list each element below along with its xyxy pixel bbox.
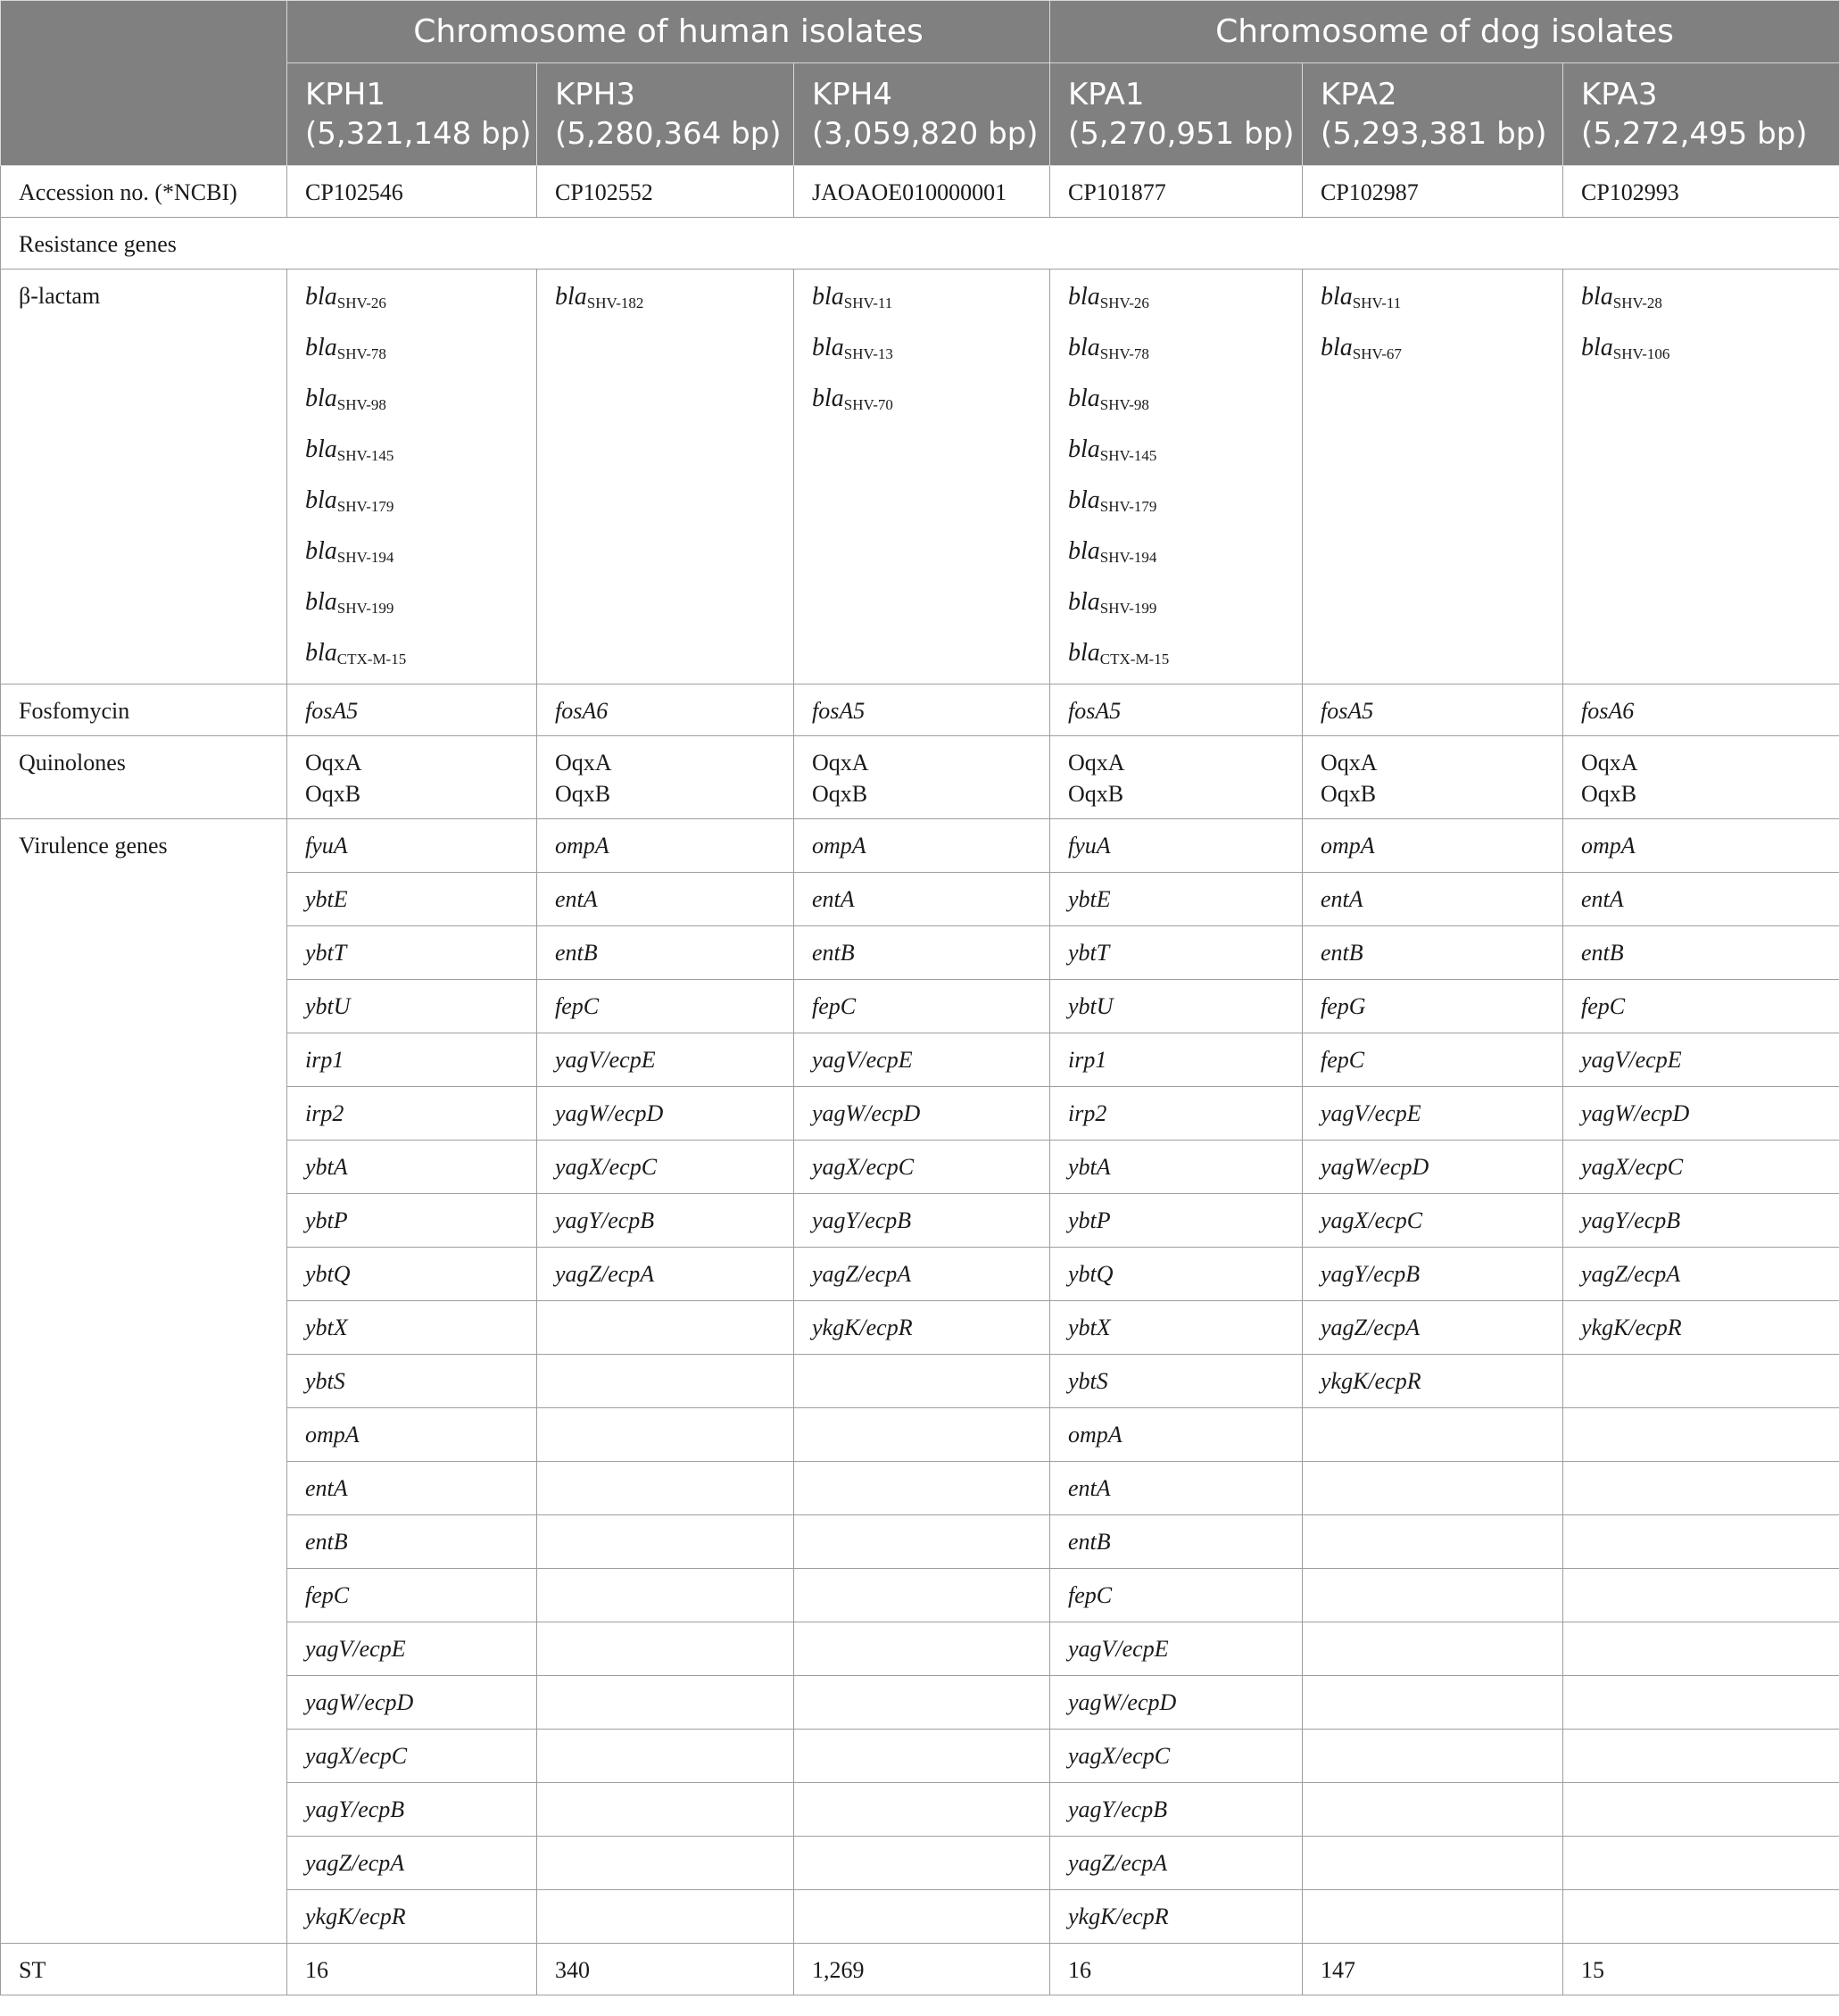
virulence-gene-cell: yagY/ecpB	[1303, 1248, 1563, 1301]
beta-lactam-cell	[794, 270, 1050, 684]
virulence-gene-cell: fyuA	[287, 819, 537, 873]
virulence-gene-cell: entA	[287, 1462, 537, 1515]
st-cell: 16	[287, 1944, 537, 1995]
virulence-gene-cell: yagV/ecpE	[1563, 1033, 1839, 1087]
bla-prefix: bla	[1068, 537, 1100, 565]
virulence-gene-cell: fepC	[1050, 1569, 1303, 1622]
virulence-gene-cell: fepC	[287, 1569, 537, 1622]
virulence-gene-cell: entB	[1563, 926, 1839, 980]
bla-variant: SHV-11	[1352, 295, 1402, 311]
virulence-gene-cell	[537, 1783, 794, 1837]
bla-variant: CTX-M-15	[336, 651, 407, 668]
virulence-gene-cell: entB	[287, 1515, 537, 1569]
virulence-gene-cell: fepC	[1563, 980, 1839, 1033]
virulence-gene-cell: ybtA	[1050, 1141, 1303, 1194]
virulence-gene-cell: entA	[794, 873, 1050, 926]
bla-prefix: bla	[812, 283, 844, 311]
virulence-gene-cell	[537, 1515, 794, 1569]
virulence-gene-cell: yagZ/ecpA	[1050, 1837, 1303, 1890]
beta-lactam-cell	[537, 270, 794, 684]
virulence-gene-cell: ompA	[1563, 819, 1839, 873]
virulence-gene-cell: fepC	[537, 980, 794, 1033]
virulence-gene-cell: ybtP	[1050, 1194, 1303, 1248]
bla-gene	[305, 631, 518, 682]
row-label: Quinolones	[1, 736, 287, 819]
virulence-gene-cell: irp1	[1050, 1033, 1303, 1087]
bla-gene	[1068, 275, 1284, 326]
gene-name: OqxA	[1068, 750, 1125, 776]
bla-prefix: bla	[305, 283, 337, 311]
st-cell: 16	[1050, 1944, 1303, 1995]
virulence-gene-cell: ybtE	[287, 873, 537, 926]
st-cell: 340	[537, 1944, 794, 1995]
beta-lactam-cell	[1303, 270, 1563, 684]
virulence-gene-cell	[794, 1676, 1050, 1730]
virulence-gene-cell: irp2	[287, 1087, 537, 1141]
isolate-name: KPA1	[1068, 77, 1145, 112]
virulence-gene-cell: ybtT	[287, 926, 537, 980]
virulence-gene-cell: yagZ/ecpA	[794, 1248, 1050, 1301]
group-header-dog: Chromosome of dog isolates	[1050, 1, 1839, 63]
bla-prefix: bla	[305, 334, 337, 361]
virulence-gene-cell	[1303, 1622, 1563, 1676]
virulence-gene-cell: yagX/ecpC	[1050, 1730, 1303, 1783]
bla-variant: SHV-182	[586, 295, 644, 311]
virulence-gene-cell: ykgK/ecpR	[1303, 1355, 1563, 1408]
bla-gene	[1068, 631, 1284, 682]
fosfomycin-cell: fosA6	[1563, 684, 1839, 736]
bla-gene	[305, 275, 518, 326]
virulence-gene-cell: yagZ/ecpA	[1563, 1248, 1839, 1301]
beta-lactam-cell	[1563, 270, 1839, 684]
virulence-gene-cell: ybtX	[287, 1301, 537, 1355]
virulence-gene-cell: yagY/ecpB	[1050, 1783, 1303, 1837]
fosfomycin-cell: fosA6	[537, 684, 794, 736]
accession-cell: CP102552	[537, 166, 794, 218]
bla-gene	[1068, 529, 1284, 580]
isolate-size: (5,293,381 bp)	[1321, 116, 1547, 152]
virulence-gene-cell: yagW/ecpD	[1050, 1676, 1303, 1730]
bla-gene	[305, 377, 518, 427]
quinolones-cell	[794, 736, 1050, 819]
virulence-gene-cell: ompA	[794, 819, 1050, 873]
virulence-gene-cell: ompA	[1050, 1408, 1303, 1462]
gene-name: OqxB	[812, 781, 868, 807]
virulence-gene-cell: yagX/ecpC	[537, 1141, 794, 1194]
bla-gene	[812, 275, 1031, 326]
bla-prefix: bla	[1068, 385, 1100, 412]
isolate-name: KPH4	[812, 77, 892, 112]
virulence-gene-cell: fepC	[794, 980, 1050, 1033]
virulence-gene-cell	[1563, 1355, 1839, 1408]
virulence-gene-cell	[794, 1837, 1050, 1890]
bla-gene	[1581, 275, 1821, 326]
bla-variant: SHV-70	[843, 396, 893, 413]
bla-gene	[305, 478, 518, 529]
bla-gene	[305, 529, 518, 580]
virulence-gene-cell	[537, 1355, 794, 1408]
virulence-gene-cell	[794, 1730, 1050, 1783]
bla-variant: SHV-67	[1352, 345, 1402, 362]
virulence-gene-cell: entA	[537, 873, 794, 926]
virulence-gene-cell: yagZ/ecpA	[287, 1837, 537, 1890]
accession-cell: CP101877	[1050, 166, 1303, 218]
virulence-gene-cell: ykgK/ecpR	[794, 1301, 1050, 1355]
bla-gene	[1321, 275, 1545, 326]
virulence-gene-cell: entA	[1303, 873, 1563, 926]
bla-variant: SHV-179	[1099, 498, 1157, 515]
virulence-gene-cell	[1563, 1730, 1839, 1783]
virulence-gene-cell	[1303, 1730, 1563, 1783]
st-row	[1, 1944, 1839, 1995]
quinolones-cell	[1303, 736, 1563, 819]
isolate-size: (3,059,820 bp)	[812, 116, 1039, 152]
isolate-name: KPH3	[555, 77, 635, 112]
section-label: Resistance genes	[1, 218, 1839, 270]
virulence-gene-cell: yagW/ecpD	[537, 1087, 794, 1141]
bla-variant: SHV-28	[1612, 295, 1662, 311]
corner-cell	[1, 1, 287, 166]
st-cell: 1,269	[794, 1944, 1050, 1995]
bla-variant: SHV-11	[843, 295, 893, 311]
bla-prefix: bla	[1581, 334, 1613, 361]
virulence-gene-cell	[794, 1569, 1050, 1622]
virulence-gene-cell	[537, 1622, 794, 1676]
resistance-section-row	[1, 218, 1839, 270]
virulence-gene-cell: yagV/ecpE	[1050, 1622, 1303, 1676]
beta-lactam-cell	[287, 270, 537, 684]
bla-prefix: bla	[305, 385, 337, 412]
virulence-gene-cell: ybtE	[1050, 873, 1303, 926]
virulence-section	[1, 819, 1839, 1944]
st-cell: 15	[1563, 1944, 1839, 1995]
virulence-gene-cell: ompA	[1303, 819, 1563, 873]
isolate-header	[537, 63, 794, 166]
bla-gene	[555, 275, 775, 326]
virulence-gene-cell	[1303, 1676, 1563, 1730]
virulence-gene-cell: entB	[1050, 1515, 1303, 1569]
bla-variant: SHV-199	[1099, 600, 1157, 617]
bla-prefix: bla	[1581, 283, 1613, 311]
virulence-gene-cell: ybtP	[287, 1194, 537, 1248]
virulence-gene-cell	[794, 1515, 1050, 1569]
bla-gene	[1068, 580, 1284, 631]
accession-cell: CP102546	[287, 166, 537, 218]
quinolones-cell	[1050, 736, 1303, 819]
virulence-gene-cell: yagV/ecpE	[794, 1033, 1050, 1087]
isolate-size: (5,280,364 bp)	[555, 116, 782, 152]
virulence-gene-cell	[1563, 1462, 1839, 1515]
isolate-size: (5,272,495 bp)	[1581, 116, 1808, 152]
bla-variant: SHV-13	[843, 345, 893, 362]
bla-gene	[1068, 478, 1284, 529]
virulence-gene-cell: entB	[1303, 926, 1563, 980]
quinolones-cell	[537, 736, 794, 819]
bla-gene	[1068, 427, 1284, 478]
fosfomycin-cell: fosA5	[1303, 684, 1563, 736]
gene-name: OqxA	[1321, 750, 1378, 776]
isolate-header	[287, 63, 537, 166]
virulence-gene-cell: entA	[1050, 1462, 1303, 1515]
isolate-header	[1050, 63, 1303, 166]
bla-prefix: bla	[812, 334, 844, 361]
virulence-gene-cell: ybtS	[287, 1355, 537, 1408]
virulence-gene-cell	[1563, 1676, 1839, 1730]
bla-variant: SHV-194	[336, 549, 394, 566]
virulence-gene-cell: yagX/ecpC	[287, 1730, 537, 1783]
bla-variant: SHV-26	[1099, 295, 1149, 311]
virulence-gene-cell: fepC	[1303, 1033, 1563, 1087]
row-label: Virulence genes	[1, 819, 287, 1944]
virulence-gene-cell	[1303, 1890, 1563, 1944]
bla-prefix: bla	[305, 436, 337, 463]
virulence-gene-cell: ybtA	[287, 1141, 537, 1194]
bla-variant: SHV-78	[336, 345, 386, 362]
virulence-gene-cell	[794, 1622, 1050, 1676]
bla-gene	[305, 580, 518, 631]
bla-variant: SHV-78	[1099, 345, 1149, 362]
bla-variant: SHV-26	[336, 295, 386, 311]
virulence-gene-cell	[537, 1301, 794, 1355]
virulence-gene-cell	[1563, 1408, 1839, 1462]
bla-prefix: bla	[305, 486, 337, 514]
virulence-gene-cell: ybtU	[1050, 980, 1303, 1033]
virulence-gene-cell: ybtT	[1050, 926, 1303, 980]
bla-variant: SHV-98	[336, 396, 386, 413]
isolate-size: (5,321,148 bp)	[305, 116, 532, 152]
virulence-gene-cell	[1563, 1837, 1839, 1890]
group-header-human: Chromosome of human isolates	[287, 1, 1050, 63]
virulence-gene-cell: ybtQ	[1050, 1248, 1303, 1301]
isolate-name: KPA2	[1321, 77, 1397, 112]
virulence-gene-cell	[537, 1730, 794, 1783]
virulence-gene-cell	[794, 1408, 1050, 1462]
bla-prefix: bla	[305, 537, 337, 565]
quinolones-cell	[287, 736, 537, 819]
virulence-gene-cell: ykgK/ecpR	[1563, 1301, 1839, 1355]
beta-lactam-row	[1, 270, 1839, 684]
bla-prefix: bla	[1321, 283, 1353, 311]
accession-cell: JAOAOE010000001	[794, 166, 1050, 218]
virulence-gene-cell	[1303, 1783, 1563, 1837]
gene-name: OqxA	[812, 750, 869, 776]
virulence-gene-cell	[1303, 1515, 1563, 1569]
virulence-gene-cell: ompA	[537, 819, 794, 873]
bla-prefix: bla	[305, 639, 337, 667]
virulence-gene-cell: ybtU	[287, 980, 537, 1033]
bla-prefix: bla	[1321, 334, 1353, 361]
bla-variant: SHV-199	[336, 600, 394, 617]
virulence-gene-cell	[1303, 1408, 1563, 1462]
virulence-gene-cell	[794, 1890, 1050, 1944]
bla-prefix: bla	[305, 588, 337, 616]
virulence-gene-cell: fyuA	[1050, 819, 1303, 873]
bla-variant: SHV-179	[336, 498, 394, 515]
gene-name: OqxB	[1581, 781, 1637, 807]
virulence-gene-cell: yagY/ecpB	[287, 1783, 537, 1837]
gene-name: OqxB	[1321, 781, 1377, 807]
virulence-gene-cell: yagW/ecpD	[1563, 1087, 1839, 1141]
virulence-gene-cell: ybtS	[1050, 1355, 1303, 1408]
gene-name: OqxB	[1068, 781, 1124, 807]
virulence-gene-cell	[1563, 1783, 1839, 1837]
row-label: Fosfomycin	[1, 684, 287, 736]
virulence-gene-cell: yagZ/ecpA	[537, 1248, 794, 1301]
accession-cell: CP102987	[1303, 166, 1563, 218]
virulence-gene-cell: fepG	[1303, 980, 1563, 1033]
virulence-gene-cell	[794, 1783, 1050, 1837]
row-label: β-lactam	[1, 270, 287, 684]
virulence-gene-cell: yagW/ecpD	[287, 1676, 537, 1730]
virulence-row	[1, 819, 1839, 873]
virulence-gene-cell: irp2	[1050, 1087, 1303, 1141]
virulence-gene-cell: yagW/ecpD	[794, 1087, 1050, 1141]
virulence-gene-cell: ybtQ	[287, 1248, 537, 1301]
quinolones-cell	[1563, 736, 1839, 819]
virulence-gene-cell	[794, 1355, 1050, 1408]
bla-gene	[1068, 326, 1284, 377]
bla-variant: SHV-145	[1099, 447, 1157, 464]
bla-gene	[812, 326, 1031, 377]
virulence-gene-cell	[537, 1408, 794, 1462]
bla-prefix: bla	[1068, 486, 1100, 514]
virulence-gene-cell: ompA	[287, 1408, 537, 1462]
bla-prefix: bla	[1068, 283, 1100, 311]
bla-prefix: bla	[555, 283, 587, 311]
virulence-gene-cell	[537, 1569, 794, 1622]
virulence-gene-cell: ykgK/ecpR	[1050, 1890, 1303, 1944]
virulence-gene-cell	[537, 1676, 794, 1730]
virulence-gene-cell: ybtX	[1050, 1301, 1303, 1355]
st-cell: 147	[1303, 1944, 1563, 1995]
virulence-gene-cell	[537, 1890, 794, 1944]
gene-name: OqxA	[305, 750, 362, 776]
virulence-gene-cell	[1303, 1837, 1563, 1890]
bla-prefix: bla	[1068, 639, 1100, 667]
isolate-name: KPA3	[1581, 77, 1658, 112]
fosfomycin-cell: fosA5	[287, 684, 537, 736]
bla-variant: SHV-106	[1612, 345, 1670, 362]
virulence-gene-cell: yagZ/ecpA	[1303, 1301, 1563, 1355]
bla-gene	[305, 326, 518, 377]
bla-variant: SHV-145	[336, 447, 394, 464]
bla-gene	[1321, 326, 1545, 377]
virulence-gene-cell	[1563, 1890, 1839, 1944]
bla-variant: CTX-M-15	[1099, 651, 1170, 668]
gene-name: OqxA	[1581, 750, 1638, 776]
virulence-gene-cell: irp1	[287, 1033, 537, 1087]
virulence-gene-cell: yagY/ecpB	[537, 1194, 794, 1248]
virulence-gene-cell: yagY/ecpB	[794, 1194, 1050, 1248]
virulence-gene-cell: yagW/ecpD	[1303, 1141, 1563, 1194]
bla-gene	[812, 377, 1031, 427]
fosfomycin-cell: fosA5	[794, 684, 1050, 736]
bla-gene	[305, 427, 518, 478]
virulence-gene-cell: yagV/ecpE	[287, 1622, 537, 1676]
isolate-name: KPH1	[305, 77, 385, 112]
isolate-size: (5,270,951 bp)	[1068, 116, 1295, 152]
bla-gene	[1068, 377, 1284, 427]
bla-gene	[1581, 326, 1821, 377]
bla-prefix: bla	[1068, 588, 1100, 616]
virulence-gene-cell	[1303, 1462, 1563, 1515]
virulence-gene-cell: yagX/ecpC	[794, 1141, 1050, 1194]
accession-row	[1, 166, 1839, 218]
virulence-gene-cell	[537, 1837, 794, 1890]
gene-name: OqxB	[305, 781, 361, 807]
bla-variant: SHV-194	[1099, 549, 1157, 566]
virulence-gene-cell	[1563, 1569, 1839, 1622]
virulence-gene-cell	[1303, 1569, 1563, 1622]
virulence-gene-cell: yagX/ecpC	[1563, 1141, 1839, 1194]
virulence-gene-cell: ykgK/ecpR	[287, 1890, 537, 1944]
fosfomycin-cell: fosA5	[1050, 684, 1303, 736]
quinolones-row	[1, 736, 1839, 819]
bla-variant: SHV-98	[1099, 396, 1149, 413]
bla-prefix: bla	[1068, 436, 1100, 463]
group-header-row	[1, 1, 1839, 63]
bla-prefix: bla	[812, 385, 844, 412]
virulence-gene-cell: yagY/ecpB	[1563, 1194, 1839, 1248]
isolate-header	[794, 63, 1050, 166]
virulence-gene-cell	[1563, 1622, 1839, 1676]
bla-prefix: bla	[1068, 334, 1100, 361]
fosfomycin-row	[1, 684, 1839, 736]
accession-cell: CP102993	[1563, 166, 1839, 218]
row-label: ST	[1, 1944, 287, 1995]
virulence-gene-cell: entB	[794, 926, 1050, 980]
row-label: Accession no. (*NCBI)	[1, 166, 287, 218]
virulence-gene-cell	[794, 1462, 1050, 1515]
virulence-gene-cell: entA	[1563, 873, 1839, 926]
virulence-gene-cell: yagV/ecpE	[537, 1033, 794, 1087]
virulence-gene-cell: yagV/ecpE	[1303, 1087, 1563, 1141]
beta-lactam-cell	[1050, 270, 1303, 684]
virulence-gene-cell	[537, 1462, 794, 1515]
isolate-header	[1563, 63, 1839, 166]
gene-name: OqxA	[555, 750, 612, 776]
virulence-gene-cell	[1563, 1515, 1839, 1569]
virulence-gene-cell: entB	[537, 926, 794, 980]
isolate-header	[1303, 63, 1563, 166]
virulence-gene-cell: yagX/ecpC	[1303, 1194, 1563, 1248]
gene-name: OqxB	[555, 781, 611, 807]
